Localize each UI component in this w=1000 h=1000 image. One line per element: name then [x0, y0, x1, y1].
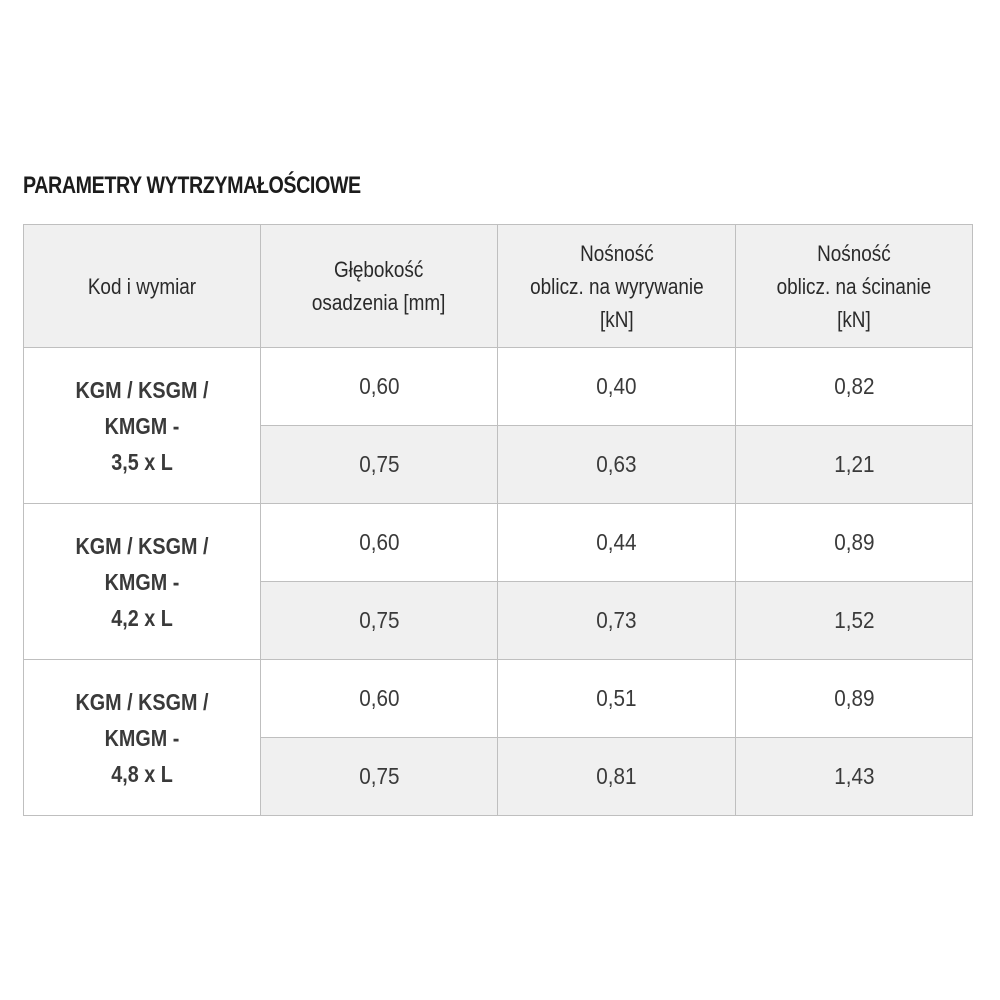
product-code-cell: KGM / KSGM / KMGM - 3,5 x L	[24, 348, 261, 504]
depth-cell: 0,60	[261, 660, 498, 738]
pullout-cell: 0,44	[498, 504, 736, 582]
shear-cell: 0,89	[736, 660, 973, 738]
shear-cell: 0,89	[736, 504, 973, 582]
pullout-cell: 0,40	[498, 348, 736, 426]
table-row	[24, 504, 973, 582]
table-title: PARAMETRY WYTRZYMAŁOŚCIOWE	[23, 172, 361, 199]
table-row	[24, 660, 973, 738]
header-row	[24, 225, 973, 348]
header-pullout: Nośność oblicz. na wyrywanie [kN]	[498, 225, 736, 348]
shear-cell: 0,82	[736, 348, 973, 426]
product-code-cell: KGM / KSGM / KMGM - 4,2 x L	[24, 504, 261, 660]
product-code-cell: KGM / KSGM / KMGM - 4,8 x L	[24, 660, 261, 816]
header-shear: Nośność oblicz. na ścinanie [kN]	[736, 225, 973, 348]
header-code: Kod i wymiar	[24, 225, 261, 348]
depth-cell: 0,75	[261, 426, 498, 504]
depth-cell: 0,75	[261, 582, 498, 660]
depth-cell: 0,60	[261, 504, 498, 582]
shear-cell: 1,21	[736, 426, 973, 504]
pullout-cell: 0,81	[498, 738, 736, 816]
depth-cell: 0,75	[261, 738, 498, 816]
shear-cell: 1,43	[736, 738, 973, 816]
pullout-cell: 0,73	[498, 582, 736, 660]
table-row	[24, 348, 973, 426]
pullout-cell: 0,63	[498, 426, 736, 504]
header-depth: Głębokość osadzenia [mm]	[261, 225, 498, 348]
pullout-cell: 0,51	[498, 660, 736, 738]
strength-parameters-table	[23, 224, 973, 816]
depth-cell: 0,60	[261, 348, 498, 426]
shear-cell: 1,52	[736, 582, 973, 660]
